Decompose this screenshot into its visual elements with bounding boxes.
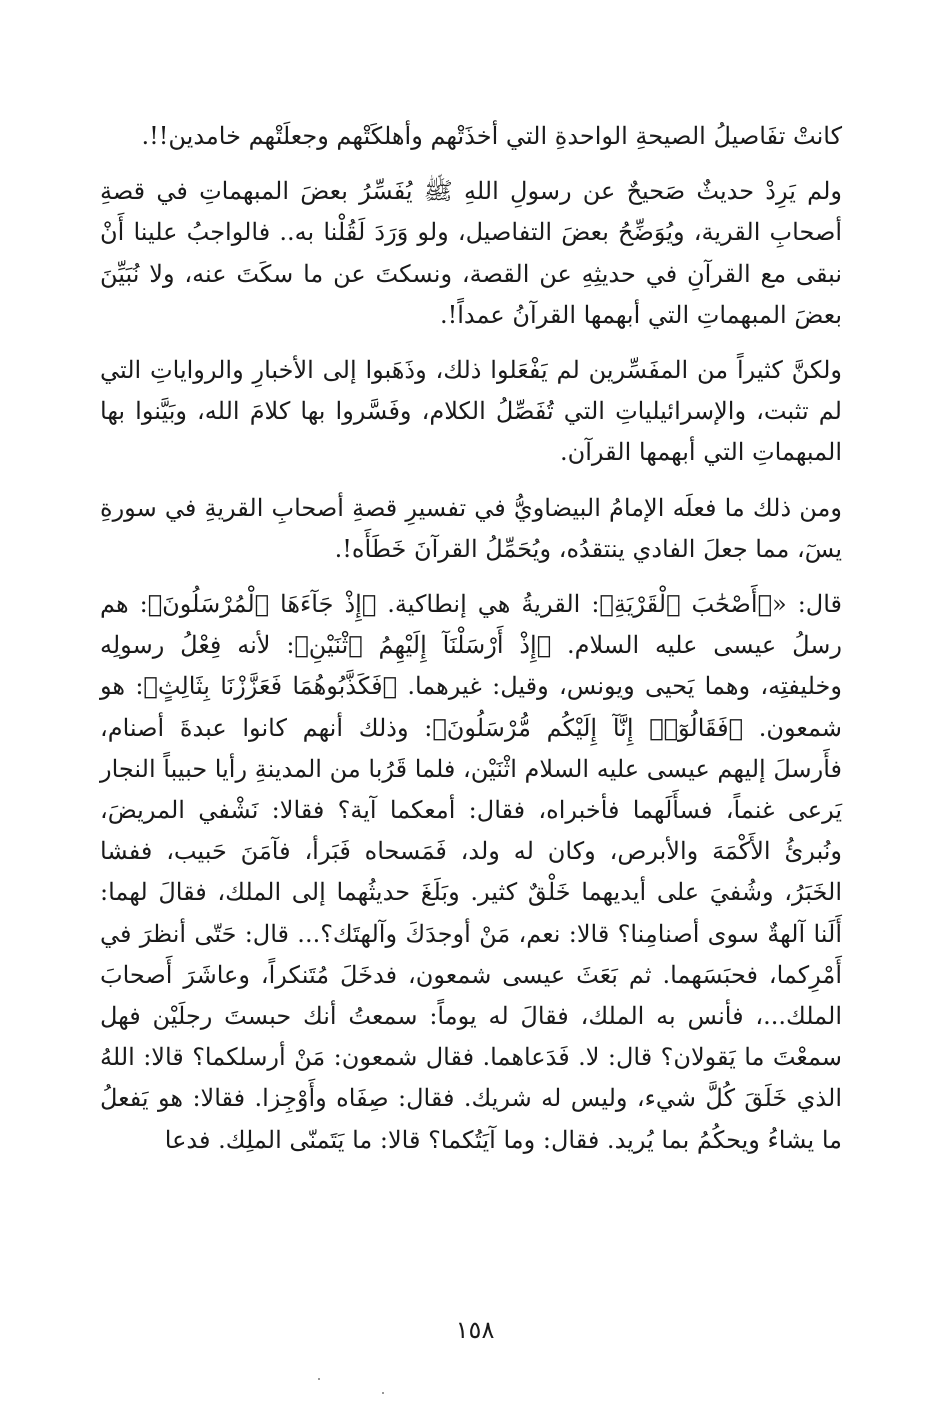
paragraph-2: ولم يَرِدْ حديثٌ صَحيحٌ عن رسولِ اللهِ ﷺ يُفَسِّرُ بعضَ المبهماتِ في قصةِ أصحابِ القرية، ويُوَضِّحُ بعضَ التفاصيل، ولو وَرَدَ لَقُلْنا به.. فالواجبُ علينا أَنْ نبقى مع القرآنِ في حديثِهِ عن القصة، ونسكتَ عن ما سكَتَ عنه، ولا نُبَيِّنَ بعضَ المبهماتِ التي أبهمها القرآنُ عمداً!. [100, 177, 843, 329]
paragraph-1: كانتْ تفَاصيلُ الصيحةِ الواحدةِ التي أخذَتْهم وأهلكَتْهم وجعلَتْهم خامدين!!. [141, 122, 842, 150]
paragraph-3: ولكنَّ كثيراً من المفَسِّرين لم يَفْعَلوا ذلك، وذَهَبوا إلى الأخبارِ والرواياتِ التي لم تثبت، والإسرائيلياتِ التي تُفَصِّلُ الكلام، وفَسَّروا بها كلامَ الله، وبَيَّنوا بها المبهماتِ التي أبهمها القرآن. [100, 356, 843, 467]
body-text [100, 116, 842, 1161]
scan-speck [382, 1392, 384, 1394]
paragraph-5: قال: «﴿أَصْحَٰبَ ٱلْقَرْيَةِ﴾: القريةُ هي إنطاكية. ﴿إِذْ جَآءَهَا ٱلْمُرْسَلُونَ﴾: هم رسلُ عيسى عليه السلام. ﴿إِذْ أَرْسَلْنَآ إِلَيْهِمُ ٱثْنَيْنِ﴾: لأنه فِعْلُ رسولِه وخليفتِه، وهما يَحيى ويونس، وقيل: غيرهما. ﴿فَكَذَّبُوهُمَا فَعَزَّزْنَا بِثَالِثٍ﴾: هو شمعون. ﴿فَقَالُوٓا۟ إِنَّآ إِلَيْكُم مُّرْسَلُونَ﴾: وذلك أنهم كانوا عبدةَ أصنام، فأَرسلَ إليهم عيسى عليه السلام اثْنَيْن، فلما قَرُبا من المدينةِ رأيا حبيباً النجار يَرعى غنماً، فسأَلَهما فأخبراه، فقال: أمعكما آية؟ فقالا: نَشْفي المريضَ، ونُبرئُ الأَكْمَهَ والأبرص، وكان له ولد، فَمَسحاه فَبَرأ، فآمَنَ حَبيب، ففشا الخَبَرُ، وشُفيَ على أيديهما خَلْقٌ كثير. وبَلَغَ حديثُهما إلى الملك، فقالَ لهما: أَلَنا آلهةٌ سوى أصنامِنا؟ قالا: نعم، مَنْ أوجدَكَ وآلهتَك؟... قال: حَتّى أنظرَ في أَمْرِكما، فحبَسَهما. ثم بَعَثَ عيسى شمعون، فدخَلَ مُتَنكراً، وعاشَرَ أَصحابَ الملك...، فأنس به الملك، فقالَ له يوماً: سمعتُ أنك حبستَ رجلَيْن فهل سمعْتَ ما يَقولان؟ قال: لا. فَدَعاهما. فقال شمعون: مَنْ أرسلكما؟ قالا: اللهُ الذي خَلَقَ كُلَّ شيء، وليس له شريك. فقال: صِفَاه وأَوْجِزا. فقالا: هو يَفعلُ ما يشاءُ ويحكُمُ بما يُريد. فقال: وما آيَتُكما؟ قالا: ما يَتَمنّى الملِك. فدعا [100, 590, 843, 1154]
page-number: ١٥٨ [455, 1316, 495, 1344]
scan-speck [318, 1378, 320, 1380]
paragraph-4: ومن ذلك ما فعلَه الإمامُ البيضاويُّ في تفسيرِ قصةِ أصحابِ القريةِ في سورةِ يسٓ، مما جعلَ الفادي ينتقدُه، ويُحَمِّلُ القرآنَ خَطَأَه!. [100, 493, 842, 563]
